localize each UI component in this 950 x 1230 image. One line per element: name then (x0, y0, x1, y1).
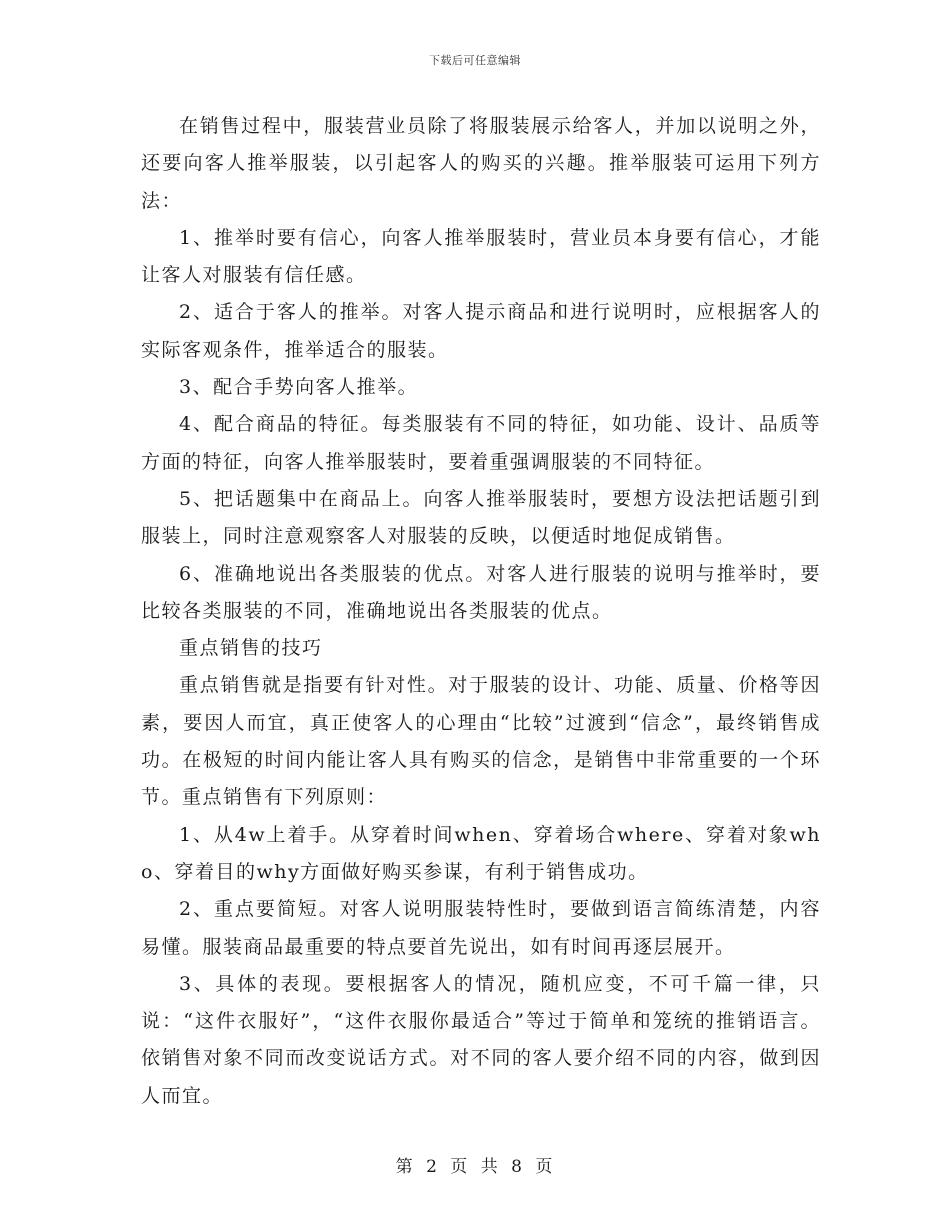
page-footer: 第 2 页 共 8 页 (395, 1157, 555, 1177)
paragraph: 5、把话题集中在商品上。向客人推举服装时，要想方设法把话题引到服装上，同时注意观察客人对服装的反映，以便适时地促成销售。 (141, 487, 821, 548)
paragraph: 在销售过程中，服装营业员除了将服装展示给客人，并加以说明之外，还要向客人推举服装，以引起客人的购买的兴趣。推举服装可运用下列方法： (141, 115, 821, 212)
paragraph: 1、从4w上着手。从穿着时间when、穿着场合where、穿着对象who、穿着目的why方面做好购买参谋，有利于销售成功。 (141, 823, 821, 883)
paragraph: 6、准确地说出各类服装的优点。对客人进行服装的说明与推举时，要比较各类服装的不同，准确地说出各类服装的优点。 (141, 562, 821, 622)
paragraph: 重点销售就是指要有针对性。对于服装的设计、功能、质量、价格等因素，要因人而宜，真正使客人的心理由“比较”过渡到“信念”，最终销售成功。在极短的时间内能让客人具有购买的信念，是销售中非常重要的一个环节。重点销售有下列原则： (141, 674, 821, 809)
paragraph: 2、重点要简短。对客人说明服装特性时，要做到语言简练清楚，内容易懂。服装商品最重要的特点要首先说出，如有时间再逐层展开。 (141, 898, 821, 958)
page-header: 下载后可任意编辑 (429, 54, 521, 67)
paragraph: 2、适合于客人的推举。对客人提示商品和进行说明时，应根据客人的实际客观条件，推举适合的服装。 (141, 301, 821, 361)
paragraph: 4、配合商品的特征。每类服装有不同的特征，如功能、设计、品质等方面的特征，向客人推举服装时，要着重强调服装的不同特征。 (141, 413, 821, 473)
paragraph: 3、具体的表现。要根据客人的情况，随机应变，不可千篇一律，只说：“这件衣服好”，“这件衣服你最适合”等过于简单和笼统的推销语言。依销售对象不同而改变说话方式。对不同的客人要介绍不同的内容，做到因人而宜。 (141, 972, 821, 1107)
section-heading: 重点销售的技巧 (179, 637, 323, 660)
paragraph: 3、配合手势向客人推举。 (179, 376, 419, 399)
document-body (141, 108, 821, 1115)
paragraph: 1、推举时要有信心，向客人推举服装时，营业员本身要有信心，才能让客人对服装有信任感。 (141, 226, 821, 287)
